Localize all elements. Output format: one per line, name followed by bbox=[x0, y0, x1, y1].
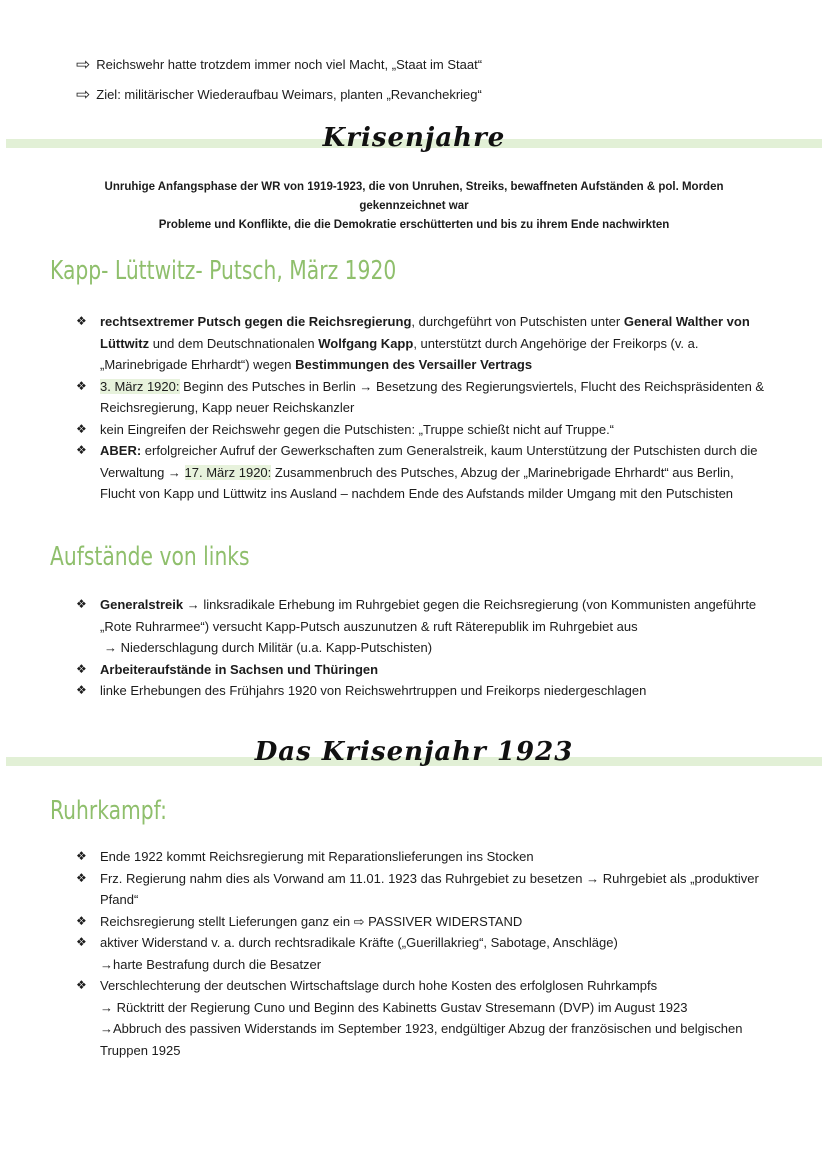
list-item: ❖ Frz. Regierung nahm dies als Vorwand am 11.01. 1923 das Ruhrgebiet zu besetzen → Ruhrgebiet als „produktiver Pfand“ bbox=[76, 868, 766, 911]
intro-summary bbox=[60, 178, 768, 235]
list-item: ❖ Reichsregierung stellt Lieferungen ganz ein ⇨ PASSIVER WIDERSTAND bbox=[76, 911, 766, 933]
section-banner-krisenjahre bbox=[0, 123, 828, 163]
diamond-bullet-icon: ❖ bbox=[76, 314, 87, 328]
heading-ruhrkampf: Ruhrkampf: bbox=[50, 796, 167, 826]
ruhrkampf-list bbox=[76, 846, 766, 1061]
diamond-bullet-icon: ❖ bbox=[76, 935, 87, 949]
heading-kapp-putsch: Kapp- Lüttwitz- Putsch, März 1920 bbox=[50, 256, 397, 286]
list-item: ❖ Verschlechterung der deutschen Wirtschaftslage durch hohe Kosten des erfolglosen Ruhrkampfs → Rücktritt der Regierung Cuno und Beginn des Kabinetts Gustav Stresemann (DVP) im August 1923 →Abbruch des passiven Widerstands im September 1923, endgültiger Abzug der französischen und belgischen Truppen 1925 bbox=[76, 975, 766, 1061]
diamond-bullet-icon: ❖ bbox=[76, 849, 87, 863]
diamond-bullet-icon: ❖ bbox=[76, 978, 87, 992]
list-item: ❖ kein Eingreifen der Reichswehr gegen die Putschisten: „Truppe schießt nicht auf Truppe.“ bbox=[76, 419, 766, 441]
section-banner-krisenjahr-1923 bbox=[0, 737, 828, 777]
diamond-bullet-icon: ❖ bbox=[76, 443, 87, 457]
diamond-bullet-icon: ❖ bbox=[76, 870, 87, 885]
intro-line: Probleme und Konflikte, die die Demokratie erschütterten und bis zu ihrem Ende nachwirkten bbox=[158, 219, 670, 231]
list-item: ❖ linke Erhebungen des Frühjahrs 1920 von Reichswehrtruppen und Freikorps niedergeschlagen bbox=[76, 680, 766, 702]
diamond-bullet-icon: ❖ bbox=[76, 683, 87, 697]
heading-aufstaende-links: Aufstände von links bbox=[50, 542, 250, 572]
list-item: ❖ rechtsextremer Putsch gegen die Reichsregierung, durchgeführt von Putschisten unter General Walther von Lüttwitz und dem Deutschnationalen Wolfgang Kapp, unterstützt durch Angehörige der Freikorps (v. a. „Marinebrigade Ehrhardt“) wegen Bestimmungen des Versailler Vertrags bbox=[76, 311, 766, 376]
banner-title: Das Krisenjahr 1923 bbox=[254, 737, 574, 767]
list-item: ❖ 3. März 1920: Beginn des Putsches in Berlin → Besetzung des Regierungsviertels, Flucht des Reichspräsidenten & Reichsregierung, Kapp neuer Reichskanzler bbox=[76, 376, 766, 419]
list-item: ❖ Generalstreik → linksradikale Erhebung im Ruhrgebiet gegen die Reichsregierung (von Kommunisten angeführte „Rote Ruhrarmee“) versucht Kapp-Putsch auszunutzen & ruft Räterepublik im Ruhrgebiet aus → Niederschlagung durch Militär (u.a. Kapp-Putschisten) bbox=[76, 594, 766, 659]
diamond-bullet-icon: ❖ bbox=[76, 661, 87, 676]
highlighted-date: 17. März 1920: bbox=[184, 464, 272, 480]
diamond-bullet-icon: ❖ bbox=[76, 597, 87, 611]
hollow-arrow-icon: ⇨ bbox=[76, 85, 91, 104]
arrow-line-text: Ziel: militärischer Wiederaufbau Weimars, planten „Revanchekrieg“ bbox=[96, 87, 482, 102]
list-item: ❖ Arbeiteraufstände in Sachsen und Thüringen bbox=[76, 659, 766, 681]
arrow-line-2 bbox=[76, 86, 482, 103]
aufstaende-list bbox=[76, 594, 766, 702]
banner-title: Krisenjahre bbox=[322, 123, 506, 153]
intro-line: Unruhige Anfangsphase der WR von 1919-1923, die von Unruhen, Streiks, bewaffneten Aufständen & pol. Morden bbox=[104, 181, 724, 193]
diamond-bullet-icon: ❖ bbox=[76, 421, 87, 436]
arrow-line-text: Reichswehr hatte trotzdem immer noch viel Macht, „Staat im Staat“ bbox=[96, 57, 483, 72]
highlighted-date: 3. März 1920: bbox=[100, 378, 180, 394]
arrow-line-1 bbox=[76, 56, 482, 73]
kapp-putsch-list bbox=[76, 311, 766, 505]
diamond-bullet-icon: ❖ bbox=[76, 378, 87, 393]
intro-line: gekennzeichnet war bbox=[359, 200, 469, 212]
diamond-bullet-icon: ❖ bbox=[76, 913, 87, 928]
list-item: ❖ aktiver Widerstand v. a. durch rechtsradikale Kräfte („Guerillakrieg“, Sabotage, Anschläge) →harte Bestrafung durch die Besatzer bbox=[76, 932, 766, 975]
list-item: ❖ ABER: erfolgreicher Aufruf der Gewerkschaften zum Generalstreik, kaum Unterstützung der Putschisten durch die Verwaltung → 17. März 1920: Zusammenbruch des Putsches, Abzug der „Marinebrigade Ehrhardt“ aus Berlin, Flucht von Kapp und Lüttwitz ins Ausland – nachdem Ende des Aufstands milder Umgang mit den Putschisten bbox=[76, 440, 766, 505]
hollow-arrow-icon: ⇨ bbox=[76, 55, 91, 74]
list-item: ❖ Ende 1922 kommt Reichsregierung mit Reparationslieferungen ins Stocken bbox=[76, 846, 766, 868]
